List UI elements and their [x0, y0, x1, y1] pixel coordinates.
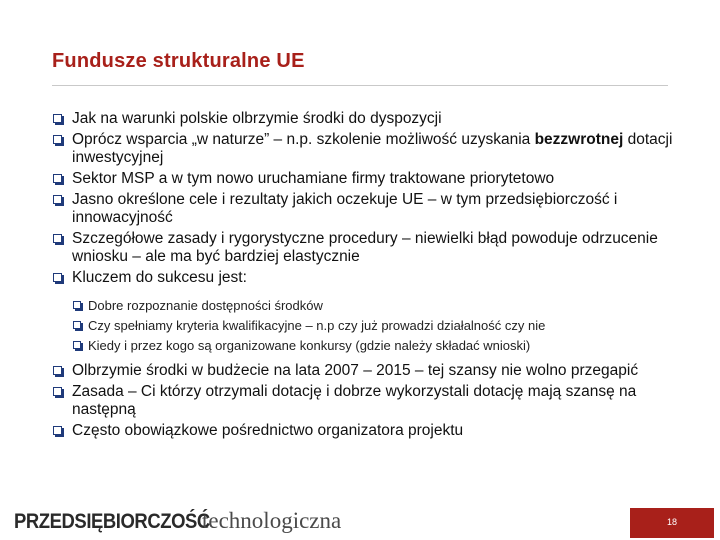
- sub-list-item: [52, 337, 682, 354]
- square-bullet-icon: [53, 387, 62, 396]
- list-item: [52, 362, 682, 380]
- list-item-text: Szczegółowe zasady i rygorystyczne procedury – niewielki błąd powoduje odrzucenie wniosku – ale ma być bardziej elastycznie: [72, 230, 658, 265]
- square-bullet-icon: [53, 195, 62, 204]
- list-item-text-rest: dotacji inwestycyjnej: [72, 131, 673, 166]
- square-bullet-icon: [53, 114, 62, 123]
- sub-list-item-text: Kiedy i przez kogo są organizowane konkursy (gdzie należy składać wnioski): [88, 338, 531, 353]
- square-bullet-icon: [73, 301, 81, 309]
- list-item-text: Sektor MSP a w tym nowo uruchamiane firmy traktowane priorytetowo: [72, 170, 555, 187]
- list-item: [52, 191, 682, 227]
- brand-logo-light: technologiczna: [202, 508, 342, 533]
- page-number: 18: [666, 517, 677, 527]
- list-item-text: Zasada – Ci którzy otrzymali dotację i dobrze wykorzystali dotację mają szansę na następną: [72, 383, 637, 418]
- square-bullet-icon: [53, 426, 62, 435]
- list-item-text: Oprócz wsparcia „w naturze” – n.p. szkolenie możliwość uzyskania: [72, 131, 535, 148]
- square-bullet-icon: [73, 341, 81, 349]
- list-item-text: Często obowiązkowe pośrednictwo organizatora projektu: [72, 422, 464, 439]
- brand-logo-bold: PRZEDSIĘBIORCZOŚĆ: [14, 510, 210, 533]
- list-item: [52, 422, 682, 440]
- list-item-text: Olbrzymie środki w budżecie na lata 2007 – 2015 – tej szansy nie wolno przegapić: [72, 362, 639, 379]
- sub-list: [52, 297, 682, 354]
- list-item: [52, 383, 682, 419]
- square-bullet-icon: [53, 234, 62, 243]
- sub-list-item-text: Czy spełniamy kryteria kwalifikacyjne – n.p czy już prowadzi działalność czy nie: [88, 318, 546, 333]
- list-item: [52, 269, 682, 287]
- sub-list-item-text: Dobre rozpoznanie dostępności środków: [88, 298, 323, 313]
- square-bullet-icon: [73, 321, 81, 329]
- slide-title: Fundusze strukturalne UE: [52, 50, 305, 72]
- square-bullet-icon: [53, 135, 62, 144]
- sub-list-item: [52, 297, 682, 314]
- square-bullet-icon: [53, 273, 62, 282]
- list-item: [52, 170, 682, 188]
- list-item: [52, 110, 682, 128]
- square-bullet-icon: [53, 366, 62, 375]
- list-item-bold-text: bezzwrotnej: [534, 131, 624, 148]
- list-item: [52, 131, 682, 167]
- sub-list-item: [52, 317, 682, 334]
- list-item-text: Kluczem do sukcesu jest:: [72, 269, 247, 286]
- list-item: [52, 230, 682, 266]
- bullet-list: [52, 110, 682, 443]
- title-divider: [52, 85, 668, 86]
- list-item-text: Jak na warunki polskie olbrzymie środki do dyspozycji: [72, 110, 442, 127]
- square-bullet-icon: [53, 174, 62, 183]
- list-item-text: Jasno określone cele i rezultaty jakich oczekuje UE – w tym przedsiębiorczość i innowacyjność: [72, 191, 618, 226]
